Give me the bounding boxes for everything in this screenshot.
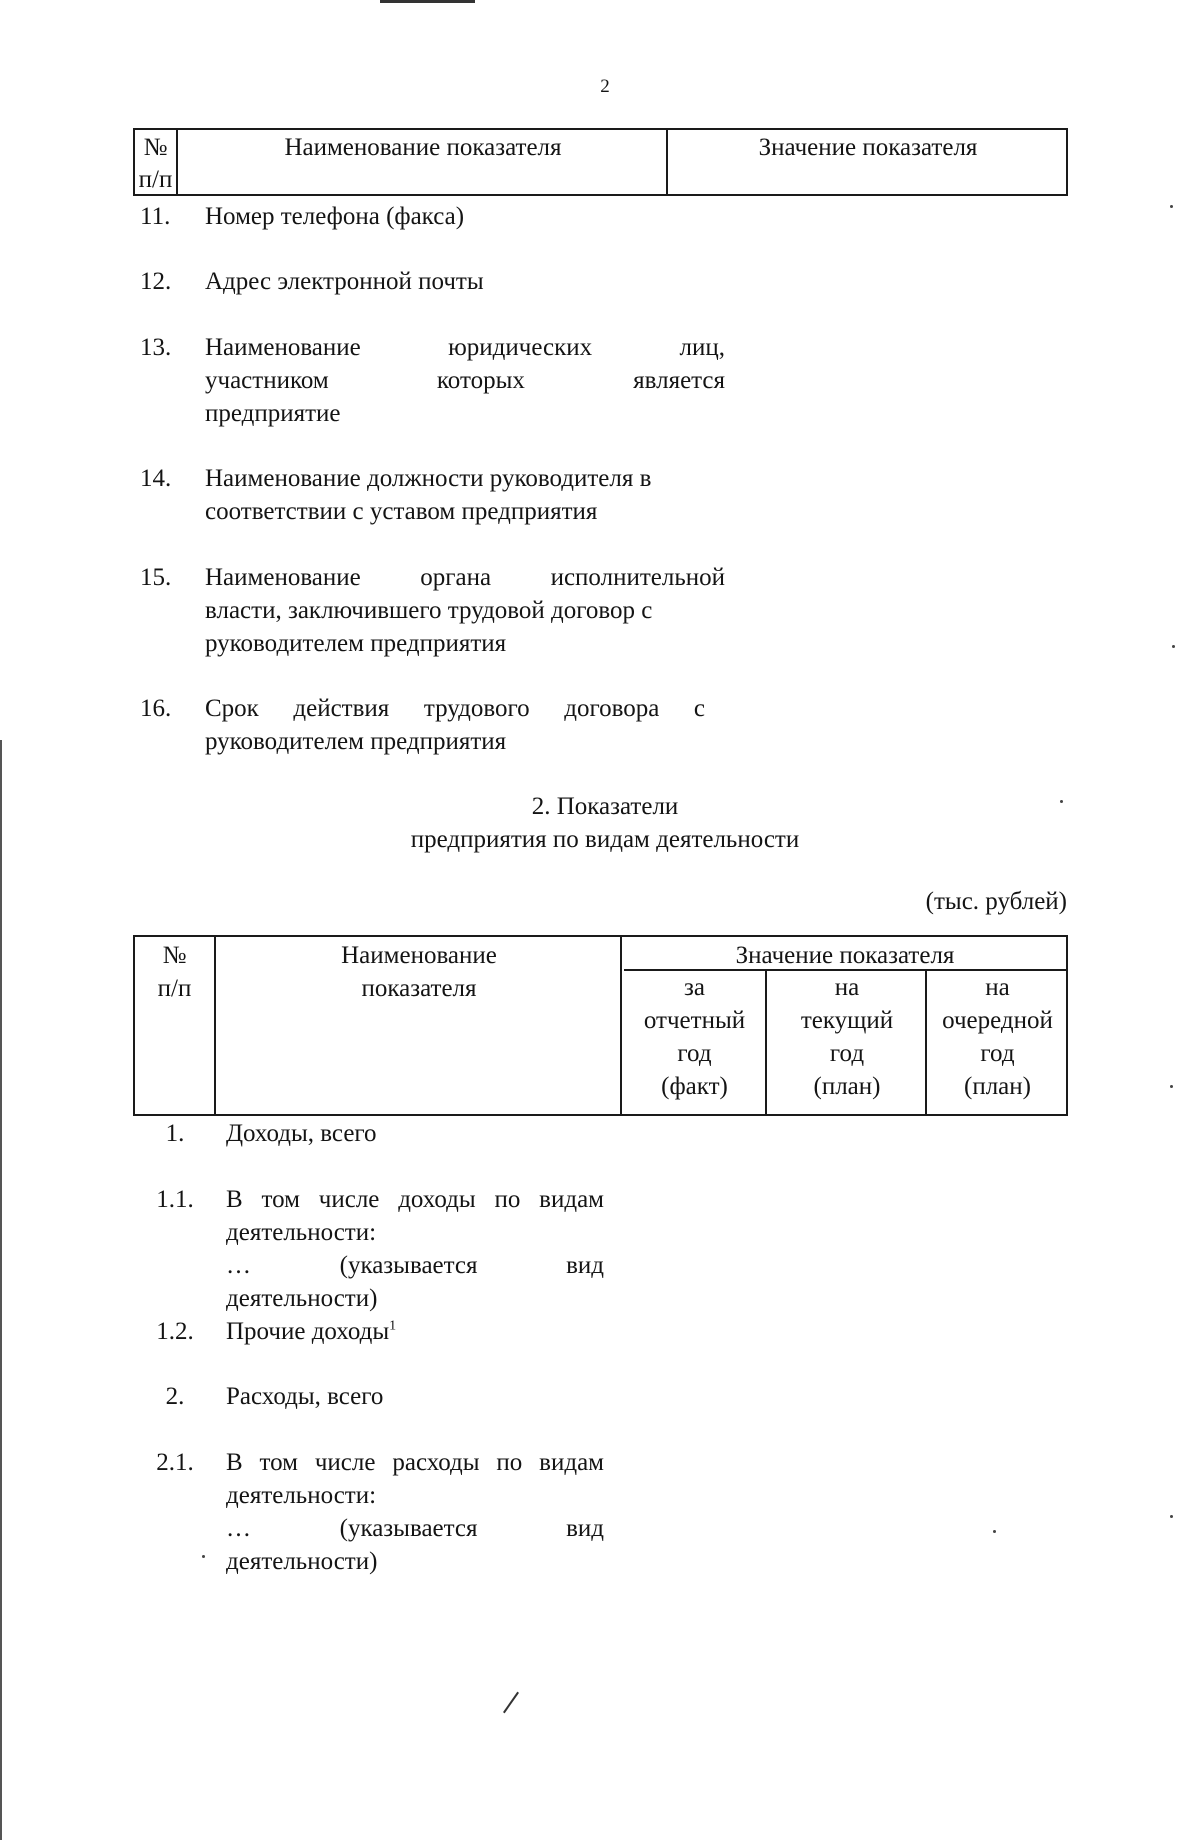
row-number: 11.: [140, 203, 171, 230]
scan-speck: [1172, 645, 1175, 648]
subcol-reporting-year: за отчетный год (факт): [624, 971, 767, 1114]
scan-speck: [1060, 800, 1063, 803]
row-number: 16.: [140, 695, 172, 722]
subcol-current-year: на текущий год (план): [769, 971, 927, 1114]
name-header-line: Наименование: [341, 942, 497, 969]
scan-speck: [1170, 1515, 1173, 1518]
table2-value-header: Значение показателя: [624, 937, 1066, 971]
row-number: 14.: [140, 465, 172, 492]
row-number: 15.: [140, 564, 172, 591]
scan-speck: [993, 1530, 996, 1533]
unit-label: (тыс. рублей): [925, 888, 1067, 915]
row-text: Расходы, всего: [226, 1383, 384, 1410]
row-number: 2.: [165, 1383, 185, 1410]
name-header-line: показателя: [361, 975, 477, 1002]
table1-num-header: [135, 130, 178, 194]
scan-speck: [1170, 205, 1173, 208]
table2-header: [133, 935, 1068, 1116]
row-text: Доходы, всего: [226, 1120, 377, 1147]
row-text: Прочие доходы$^1$: [226, 1318, 397, 1345]
num-abbrev: п/п: [157, 975, 192, 1002]
section-subtitle: предприятия по видам деятельности: [410, 826, 800, 853]
row-text: В том числе расходы по видам деятельности: … (указывается вид деятельности): [226, 1449, 604, 1575]
table1-value-header: Значение показателя: [758, 134, 978, 161]
row-number: 13.: [140, 334, 172, 361]
scan-artifact-top: [380, 0, 475, 3]
section-title: 2. Показатели: [531, 793, 679, 820]
table1-name-header: Наименование показателя: [180, 130, 668, 194]
num-sign: №: [162, 942, 187, 969]
row-text: Наименование должности руководителя в соответствии с уставом предприятия: [205, 465, 652, 525]
scan-artifact-edge: [0, 740, 2, 1840]
row-text: Номер телефона (факса): [205, 203, 465, 230]
row-number: 12.: [140, 268, 172, 295]
page-number: 2: [600, 76, 610, 97]
scan-speck: [202, 1555, 205, 1558]
footnote-marker: 1: [389, 1318, 397, 1334]
subcol-next-year: на очередной год (план): [942, 974, 1053, 1100]
row-number: 1.: [165, 1120, 185, 1147]
row-text: Наименование органа исполнительной власти, заключившего трудовой договор с руководителем предприятия: [205, 564, 725, 657]
table2-name-header: [218, 937, 622, 1114]
row-text: Адрес электронной почты: [205, 268, 484, 295]
scan-mark: [503, 1692, 519, 1714]
row-text: В том числе доходы по видам деятельности: … (указывается вид деятельности): [226, 1186, 604, 1312]
row-text: Наименование юридических лиц, участником которых является предприятие: [205, 334, 725, 427]
row-number: 1.1.: [156, 1186, 194, 1213]
table2-num-header: [135, 937, 216, 1114]
num-sign: №: [143, 134, 168, 161]
row-number: 1.2.: [156, 1318, 194, 1345]
row-number: 2.1.: [156, 1449, 194, 1476]
scan-speck: [1170, 1085, 1173, 1088]
row-text: Срок действия трудового договора с руководителем предприятия: [205, 695, 705, 755]
table1-header: [133, 128, 1068, 196]
num-abbrev: п/п: [138, 166, 173, 193]
